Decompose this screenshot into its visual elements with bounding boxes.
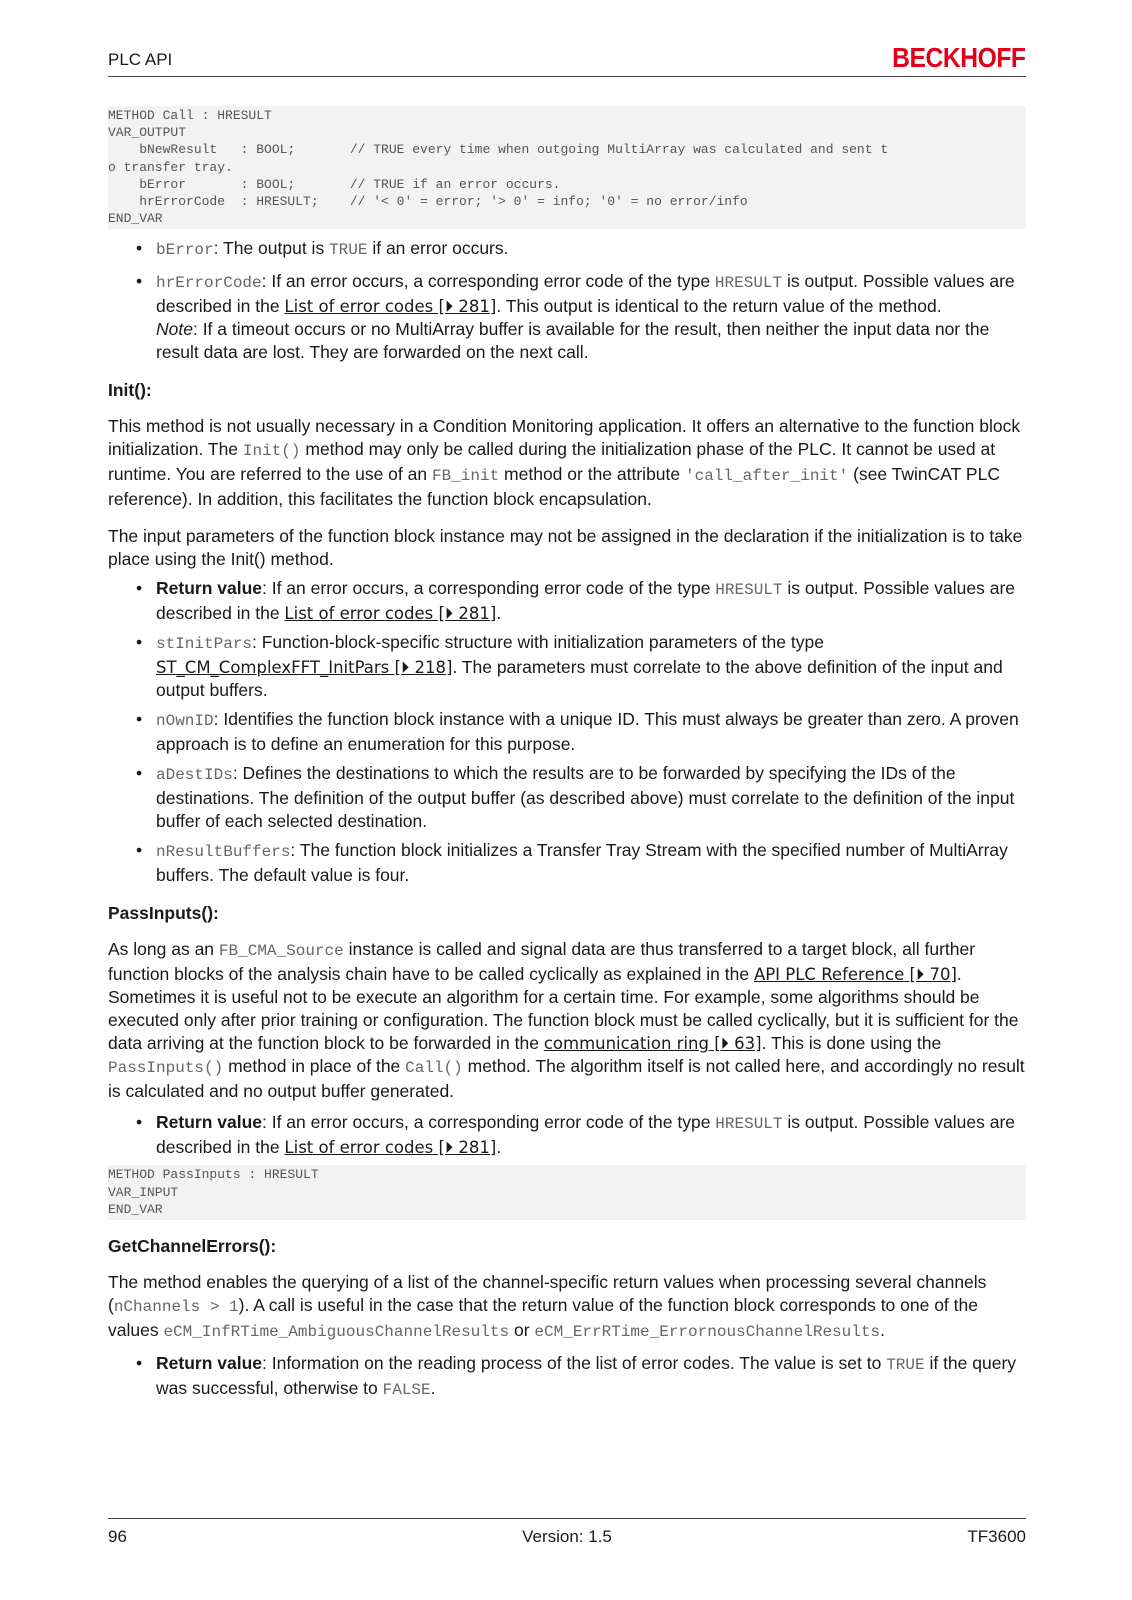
list-item-return-value: • Return value: If an error occurs, a corresponding error code of the type HRESULT is output. Possible values are described in the List of error codes [⏵ 281]. <box>108 577 1026 625</box>
list-item-return-value: • Return value: Information on the reading process of the list of error codes. The value is set to TRUE if the query was successful, otherwise to FALSE. <box>108 1352 1026 1402</box>
product-name: TF3600 <box>967 1527 1026 1546</box>
init-paragraph-2: The input parameters of the function block instance may not be assigned in the declaration if the initialization is to take place using the Init() method. <box>108 526 1023 570</box>
link-error-codes[interactable]: List of error codes [⏵ 281] <box>284 604 497 624</box>
list-item-stinitpars: • stInitPars: Function-block-specific structure with initialization parameters of the type ST_CM_ComplexFFT_InitPars [⏵ 218]. The parameters must correlate to the above definition of the input and output buffers. <box>108 631 1026 702</box>
passinputs-paragraph-1: As long as an FB_CMA_Source instance is called and signal data are thus transferred to a target block, all further function blocks of the analysis chain have to be called cyclically as explained in the API PLC Reference [⏵ 70]. <box>108 939 976 985</box>
section-title: PLC API <box>108 50 173 69</box>
list-item-hrerrorcode: • hrErrorCode: If an error occurs, a corresponding error code of the type HRESULT is output. Possible values are described in the List of error codes [⏵ 281]. This output is identical to the return value of the method. Note: If a timeout occurs or no MultiArray buffer is available for the result, then neither the input data nor the result data are lost. They are forwarded on the next call. <box>108 270 1026 364</box>
list-item-nownid: • nOwnID: Identifies the function block instance with a unique ID. This must always be greater than zero. A proven approach is to define an enumeration for this purpose. <box>108 708 1026 756</box>
link-st-cm-complexfft-initpars[interactable]: ST_CM_ComplexFFT_InitPars [⏵ 218] <box>156 658 453 678</box>
page-header <box>108 42 1026 77</box>
document-version: Version: 1.5 <box>522 1527 612 1546</box>
page-number: 96 <box>108 1527 127 1546</box>
list-item-adestids: • aDestIDs: Defines the destinations to which the results are to be forwarded by specifying the IDs of the destinations. The definition of the output buffer (as described above) must correlate to the definition of the input buffer of each selected destination. <box>108 762 1026 833</box>
link-error-codes[interactable]: List of error codes [⏵ 281] <box>284 297 497 317</box>
call-output-list <box>108 237 1026 364</box>
link-api-plc-reference[interactable]: API PLC Reference [⏵ 70] <box>753 965 957 985</box>
heading-passinputs: PassInputs(): <box>108 903 219 924</box>
list-item-berror: • bError: The output is TRUE if an error occurs. <box>108 237 1026 262</box>
link-error-codes[interactable]: List of error codes [⏵ 281] <box>284 1138 497 1158</box>
code-block-passinputs: METHOD PassInputs : HRESULT VAR_INPUT END_VAR <box>108 1165 1026 1220</box>
heading-init: Init(): <box>108 380 152 401</box>
passinputs-list <box>108 1111 1026 1159</box>
list-item-return-value: • Return value: If an error occurs, a corresponding error code of the type HRESULT is output. Possible values are described in the List of error codes [⏵ 281]. <box>108 1111 1026 1159</box>
page-footer <box>108 1518 1026 1549</box>
page-content <box>108 106 1026 1402</box>
heading-getchannelerrors: GetChannelErrors(): <box>108 1236 277 1257</box>
init-param-list <box>108 577 1026 887</box>
getchannelerrors-paragraph: The method enables the querying of a list of the channel-specific return values when processing several channels (nChannels > 1). A call is useful in the case that the return value of the function block corresponds to one of the values eCM_InfRTime_AmbiguousChannelResults or eCM_ErrRTime_ErrornousChannelResults. <box>108 1272 987 1342</box>
code-block-call: METHOD Call : HRESULT VAR_OUTPUT bNewResult : BOOL; // TRUE every time when outgoing MultiArray was calculated and sent t o transfer tray. bError : BOOL; // TRUE if an error occurs. hrErrorCode : HRESULT; // '< 0' = error; '> 0' = info; '0' = no error/info END_VAR <box>108 106 1026 229</box>
list-item-nresultbuffers: • nResultBuffers: The function block initializes a Transfer Tray Stream with the specified number of MultiArray buffers. The default value is four. <box>108 839 1026 887</box>
getchannelerrors-list <box>108 1352 1026 1402</box>
link-communication-ring[interactable]: communication ring [⏵ 63] <box>543 1034 762 1054</box>
passinputs-paragraph-2: Sometimes it is useful not to be execute an algorithm for a certain time. For example, some algorithms should be executed only after prior training or configuration. The function block must be called cyclically, but it is sufficient for the data arriving at the function block to be forwarded in the communication ring [⏵ 63]. This is done using the PassInputs() method in place of the Call() method. The algorithm itself is not called here, and accordingly no result is calculated and no output buffer generated. <box>108 987 1025 1102</box>
beckhoff-logo: BECKHOFF <box>892 42 1026 73</box>
init-paragraph-1: This method is not usually necessary in a Condition Monitoring application. It offers an alternative to the function block initialization. The Init() method may only be called during the initialization phase of the PLC. It cannot be used at runtime. You are referred to the use of an FB_init method or the attribute 'call_after_init' (see TwinCAT PLC reference). In addition, this facilitates the function block encapsulation. <box>108 416 1021 510</box>
